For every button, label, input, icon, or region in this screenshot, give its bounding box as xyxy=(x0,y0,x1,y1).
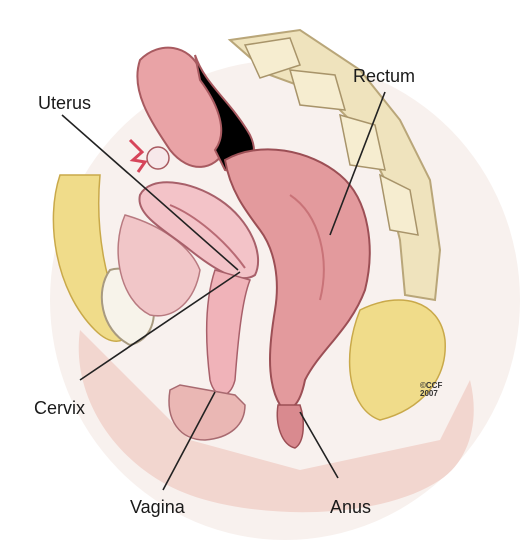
copyright-org: ©CCF xyxy=(420,381,443,390)
ovary xyxy=(147,147,169,169)
cervix-label: Cervix xyxy=(34,398,86,418)
copyright-mark xyxy=(420,382,442,398)
rectum-label: Rectum xyxy=(353,66,416,86)
copyright-year: 2007 xyxy=(420,389,438,398)
uterus-label: Uterus xyxy=(38,93,92,113)
anus-label: Anus xyxy=(330,497,372,517)
vagina-label: Vagina xyxy=(130,497,185,517)
